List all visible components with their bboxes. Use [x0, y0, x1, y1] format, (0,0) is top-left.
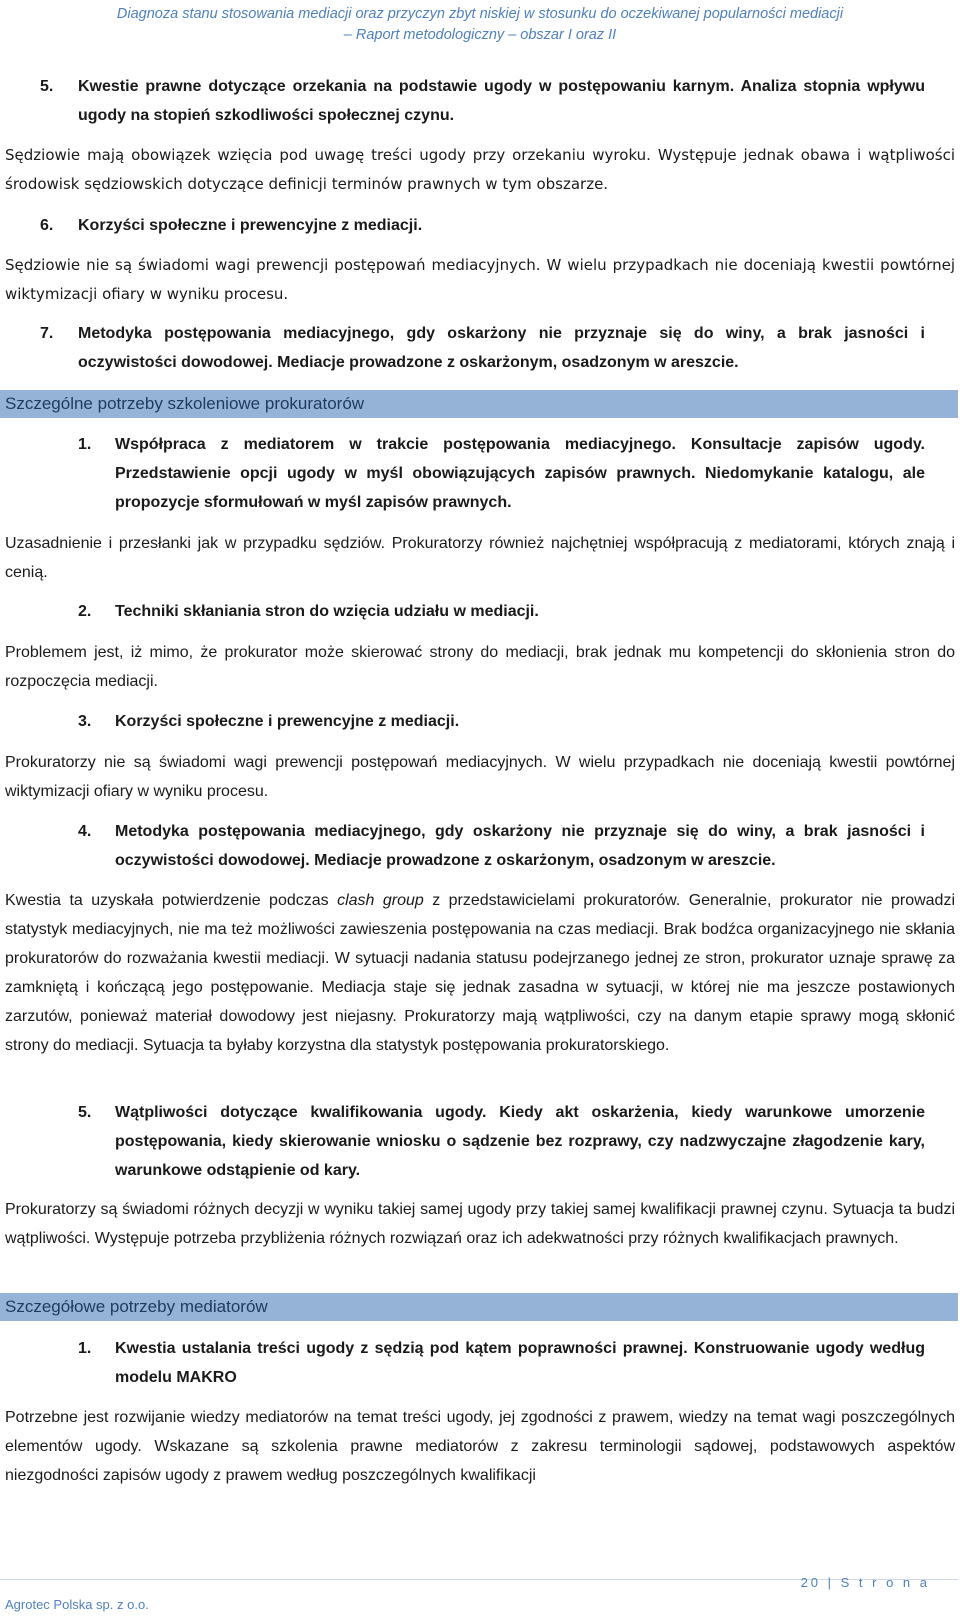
- item-text: Korzyści społeczne i prewencyjne z mediacji.: [115, 713, 460, 730]
- prosecutors-paragraph-3: Prokuratorzy nie są świadomi wagi prewencji postępowań mediacyjnych. W wielu przypadkach nie doceniają kwestii powtórnej wiktymizacji ofiary w wyniku procesu.: [5, 754, 955, 800]
- page-number: 20 | S t r o n a: [800, 1575, 930, 1590]
- prosecutors-item-1: [78, 430, 925, 517]
- footer-company: Agrotec Polska sp. z o.o.: [5, 1597, 149, 1612]
- emphasis-clash-group: clash group: [337, 892, 424, 909]
- prosecutors-paragraph-1: Uzasadnienie i przesłanki jak w przypadku sędziów. Prokuratorzy również najchętniej współpracują z mediatorami, których znają i cenią.: [5, 535, 955, 581]
- mediators-item-1: [78, 1334, 925, 1392]
- section-heading-mediators: Szczegółowe potrzeby mediatorów: [0, 1293, 958, 1321]
- item-number: 7.: [40, 325, 54, 342]
- prosecutors-item-2: [78, 597, 925, 626]
- prosecutors-paragraph-2: Problemem jest, iż mimo, że prokurator może skierować strony do mediacji, brak jednak mu kompetencji do skłonienia stron do rozpoczęcia mediacji.: [5, 644, 955, 690]
- item-text: Wątpliwości dotyczące kwalifikowania ugody. Kiedy akt oskarżenia, kiedy warunkowe umorzenie postępowania, kiedy skierowanie wniosku o sądzenie bez rozprawy, czy nadzwyczajne złagodzenie kary, warunkowe odstąpienie od kary.: [115, 1104, 925, 1179]
- judges-paragraph-6: Sędziowie nie są świadomi wagi prewencji postępowań mediacyjnych. W wielu przypadkach nie doceniają kwestii powtórnej wiktymizacji ofiary w wyniku procesu.: [5, 256, 955, 303]
- judges-item-7: [40, 319, 925, 377]
- section-heading-prosecutors: Szczególne potrzeby szkoleniowe prokuratorów: [0, 390, 958, 418]
- item-number: 1.: [78, 436, 92, 453]
- item-text: Techniki skłaniania stron do wzięcia udziału w mediacji.: [115, 603, 539, 620]
- item-number: 4.: [78, 823, 92, 840]
- item-text: Kwestie prawne dotyczące orzekania na podstawie ugody w postępowaniu karnym. Analiza stopnia wpływu ugody na stopień szkodliwości społecznej czynu.: [78, 78, 925, 124]
- item-text: Kwestia ustalania treści ugody z sędzią pod kątem poprawności prawnej. Konstruowanie ugody według modelu MAKRO: [115, 1340, 925, 1386]
- header-line-2: – Raport metodologiczny – obszar I oraz II: [343, 27, 617, 43]
- prosecutors-item-3: [78, 707, 925, 736]
- running-header: [0, 4, 960, 46]
- item-text: Współpraca z mediatorem w trakcie postępowania mediacyjnego. Konsultacje zapisów ugody. Przedstawienie opcji ugody w myśl obowiązujących zapisów prawnych. Niedomykanie katalogu, ale propozycje sformułowań w myśl zapisów prawnych.: [115, 436, 925, 511]
- item-text: Metodyka postępowania mediacyjnego, gdy oskarżony nie przyznaje się do winy, a brak jasności i oczywistości dowodowej. Mediacje prowadzone z oskarżonym, osadzonym w areszcie.: [78, 325, 925, 371]
- item-number: 1.: [78, 1340, 92, 1357]
- item-number: 5.: [40, 78, 54, 95]
- item-text: Korzyści społeczne i prewencyjne z mediacji.: [78, 217, 423, 234]
- prosecutors-item-4: [78, 817, 925, 875]
- item-text: Metodyka postępowania mediacyjnego, gdy oskarżony nie przyznaje się do winy, a brak jasności i oczywistości dowodowej. Mediacje prowadzone z oskarżonym, osadzonym w areszcie.: [115, 823, 925, 869]
- item-number: 5.: [78, 1104, 92, 1121]
- mediators-paragraph-1: Potrzebne jest rozwijanie wiedzy mediatorów na temat treści ugody, jej zgodności z prawem, wiedzy na temat wagi poszczególnych elementów ugody. Wskazane są szkolenia prawne mediatorów z zakresu terminologii sądowej, podstawowych aspektów niezgodności zapisów ugody z prawem według poszczególnych kwalifikacji: [5, 1409, 955, 1484]
- judges-item-6: [40, 211, 925, 240]
- prosecutors-item-5: [78, 1098, 925, 1185]
- prosecutors-paragraph-5: Prokuratorzy są świadomi różnych decyzji w wyniku takiej samej ugody przy takiej samej kwalifikacji prawnej czynu. Sytuacja ta budzi wątpliwości. Występuje potrzeba przybliżenia różnych rozwiązań oraz ich adekwatności przy różnych kwalifikacjach prawnych.: [5, 1201, 955, 1247]
- judges-paragraph-5: Sędziowie mają obowiązek wzięcia pod uwagę treści ugody przy orzekaniu wyroku. Występuje jednak obawa i wątpliwości środowisk sędziowskich dotyczące definicji terminów prawnych w tym obszarze.: [5, 146, 955, 193]
- header-line-1: Diagnoza stanu stosowania mediacji oraz przyczyn zbyt niskiej w stosunku do oczekiwanej popularności mediacji: [116, 6, 844, 22]
- prosecutors-paragraph-4: Kwestia ta uzyskała potwierdzenie podczas clash group z przedstawicielami prokuratorów. Generalnie, prokurator nie prowadzi statystyk mediacyjnych, nie ma też możliwości zawieszenia postępowania na czas mediacji. Brak bodźca organizacyjnego nie skłania prokuratorów do rozważania kwestii mediacji. W sytuacji nadania statusu podejrzanego jednej ze stron, prokurator uznaje sprawę za zamkniętą i kończącą jego postępowanie. Mediacja staje się jednak zasadna w sytuacji, w której nie ma jeszcze postawionych zarzutów, ponieważ materiał dowodowy jest niejasny. Prokuratorzy mają wątpliwości, czy na danym etapie sprawy mogą skłonić strony do mediacji. Sytuacja ta byłaby korzystna dla statystyk postępowania prokuratorskiego.: [5, 892, 955, 1054]
- item-number: 3.: [78, 713, 92, 730]
- judges-item-5: [40, 72, 925, 130]
- item-number: 6.: [40, 217, 54, 234]
- item-number: 2.: [78, 603, 92, 620]
